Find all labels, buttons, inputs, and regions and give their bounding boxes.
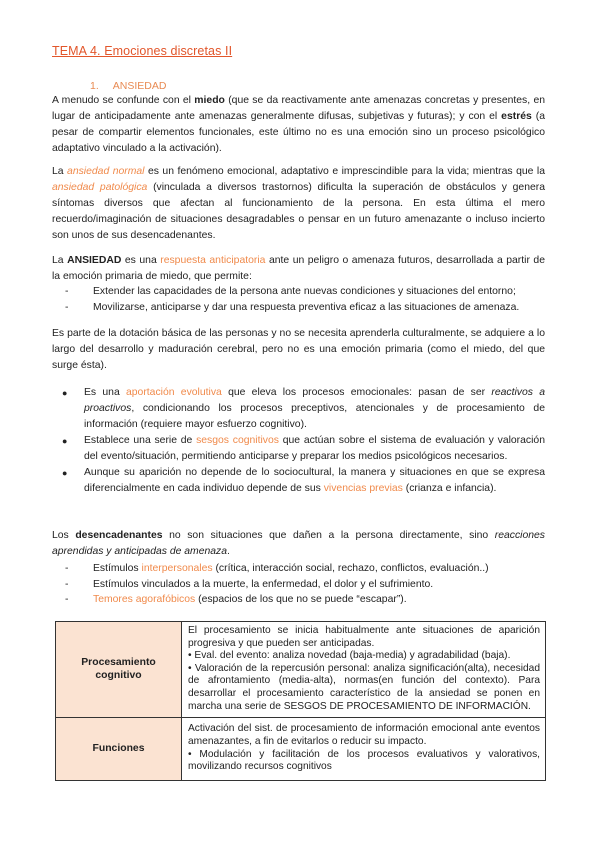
row-label-procesamiento: Procesamiento cognitivo [56, 622, 182, 718]
italic-term: reacciones aprendidas y anticipadas de amenaza [52, 530, 545, 557]
list-item: - Extender las capacidades de la persona ante nuevas condiciones y situaciones del entorno; [65, 284, 545, 300]
bold-term: miedo [194, 95, 225, 106]
highlight-term: sesgos cognitivos [196, 435, 279, 446]
bullet-list-caracteristicas [62, 385, 545, 497]
text-run: ante un peligro o amenaza futuros, desarrollada a partir de la emoción primaria de miedo, que permite: [52, 255, 545, 282]
text-run: no son situaciones que dañen a la persona directamente, sino [162, 530, 495, 541]
paragraph-desencadenantes [52, 528, 545, 560]
italic-term: reactivos a proactivos [84, 387, 545, 414]
highlight-term: respuesta anticipatoria [160, 255, 266, 266]
paragraph-miedo-estres [52, 93, 545, 157]
highlight-term: ansiedad normal [67, 166, 145, 177]
dash-list-estimulos [65, 561, 545, 608]
text-run: Aunque su aparición no depende de lo sociocultural, la manera y situaciones en que se expresa diferencialmente en cada individuo depende de sus [84, 467, 545, 494]
text-run: Los [52, 530, 76, 541]
paragraph-dotacion-basica: Es parte de la dotación básica de las personas y no se necesita aprenderla culturalmente, se adquiere a lo largo del desarrollo y maduración cerebral, pero no es una emoción primaria (como el miedo, del que surge ésta). [52, 328, 545, 371]
list-item-text: Extender las capacidades de la persona ante nuevas condiciones y situaciones del entorno; [93, 286, 516, 297]
section-heading [90, 80, 166, 92]
list-item [62, 385, 545, 433]
text-run: (crítica, interacción social, rechazo, conflictos, evaluación..) [212, 563, 489, 574]
text-run: (crianza e infancia). [402, 483, 497, 494]
cell-line: • Eval. del evento: analiza novedad (baja-media) y agradabilidad (baja). [188, 650, 511, 662]
summary-table [55, 621, 546, 781]
text-run: La [52, 255, 68, 266]
row-label-funciones: Funciones [56, 718, 182, 781]
text-run: (espacios de los que no se puede “escapar”). [195, 594, 407, 605]
cell-line: • Valoración de la repercusión personal: analiza significación(alta), necesidad de afrontamiento (media-alta), normas(en función del contexto). Para desarrollar el procesamiento característico de la ansiedad se ponen en marcha una serie de SESGOS DE PROCESAMIENTO DE INFORMACIÓN. [188, 662, 540, 712]
text-run: , condicionando los procesos preceptivos, atencionales y de procesamiento de información (requiere mayor esfuerzo cognitivo). [84, 403, 545, 430]
highlight-term: aportación evolutiva [126, 387, 222, 398]
text-run: . [227, 546, 230, 557]
section-label: ANSIEDAD [112, 80, 167, 92]
text-run: (vinculada a diversos trastornos) dificulta la superación de obstáculos y genera síntomas diversos que afectan al funcionamiento de la persona. En esta última el mero recuerdo/imaginación de situaciones desagradables o pensar en un futuro amenazante o incluso incierto son unos de sus desencadenantes. [52, 182, 546, 241]
text-run: A menudo se confunde con el [52, 95, 195, 106]
bullet-icon: ● [62, 468, 68, 478]
paragraph-definicion-ansiedad [52, 253, 545, 285]
list-item-text: Movilizarse, anticiparse y dar una respuesta preventiva eficaz a las situaciones de amenaza. [93, 301, 520, 313]
bullet-icon: ● [62, 436, 68, 446]
table-row [56, 622, 546, 718]
highlight-term: interpersonales [141, 563, 213, 574]
paragraph-ansiedad-normal [52, 164, 545, 244]
highlight-term: Temores agorafóbicos [93, 594, 196, 605]
list-item: - Estímulos interpersonales (crítica, interacción social, rechazo, conflictos, evaluación..) [65, 563, 489, 574]
text-run: Establece una serie de [84, 435, 197, 446]
text-run: es una [121, 255, 161, 266]
section-number: 1. [90, 80, 99, 92]
list-item-text: Estímulos vinculados a la muerte, la enfermedad, el dolor y el sufrimiento. [93, 578, 434, 590]
text-run: es un fenómeno emocional, adaptativo e imprescindible para la vida; mientras que la [144, 166, 545, 177]
bold-term: desencadenantes [75, 530, 163, 541]
text-run: que actúan sobre el sistema de evaluación y valoración del evento/situación, permitiendo anticiparse y preparar los medios psicológicos necesarios. [84, 435, 545, 462]
page-title: TEMA 4. Emociones discretas II [52, 44, 233, 58]
table-row [56, 718, 546, 781]
list-item: - Movilizarse, anticiparse y dar una respuesta preventiva eficaz a las situaciones de amenaza. [65, 300, 545, 316]
text-run: Estímulos [93, 563, 142, 574]
text-run: que eleva los procesos emocionales: pasan de ser [221, 387, 492, 398]
text-run: Es una [84, 387, 126, 398]
highlight-term: ansiedad patológica [52, 182, 148, 193]
dash-list-capacidades [65, 284, 545, 315]
cell-line: • Modulación y facilitación de los procesos evaluativos y valorativos, movilizando recursos cognitivos [188, 748, 540, 773]
bold-term: estrés [501, 111, 532, 122]
bold-term: ANSIEDAD [67, 255, 122, 266]
list-item [62, 433, 545, 465]
row-value-funciones [182, 718, 546, 781]
cell-line: El procesamiento se inicia habitualmente ante situaciones de aparición progresiva y que pueden ser anticipadas. [188, 625, 540, 649]
bullet-icon: ● [62, 388, 68, 398]
text-run: (que se da reactivamente ante amenazas concretas y presentes, en lugar de anticipadamente ante amenazas generalmente difusas, subjetivas y futuras); y con el [52, 95, 545, 122]
row-value-procesamiento [182, 622, 546, 718]
text-run: (a pesar de compartir elementos funcionales, este último no es una emoción sino un proceso psicológico adaptativo vinculado a la activación). [52, 111, 545, 154]
list-item: - Temores agorafóbicos (espacios de los que no se puede “escapar”). [65, 594, 407, 605]
list-item [62, 465, 545, 497]
text-run: La [52, 166, 68, 177]
cell-line: Activación del sist. de procesamiento de información emocional ante eventos amenazantes, a fin de evitarlos o reducir su impacto. [188, 723, 540, 748]
highlight-term: vivencias previas [323, 483, 403, 494]
list-item: - Estímulos vinculados a la muerte, la enfermedad, el dolor y el sufrimiento. [65, 577, 545, 593]
